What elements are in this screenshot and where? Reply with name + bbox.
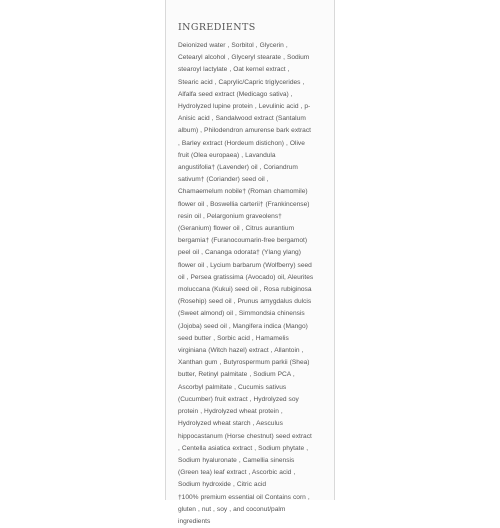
ingredient-line: fruit (Olea europaea) , Lavandula <box>178 151 276 159</box>
ingredient-line: (Geranium) flower oil , Citrus aurantium <box>178 225 295 233</box>
ingredient-line: oil , Persea gratissima (Avocado) oil, Aleurites <box>178 273 314 281</box>
ingredient-line: (Rosehip) seed oil , Prunus amygdalus dulcis <box>178 298 312 306</box>
ingredient-line: Sodium hyaluronate , Camellia sinensis <box>178 456 295 464</box>
ingredient-line: peel oil , Cananga odorata† (Ylang ylang) <box>178 249 301 257</box>
ingredient-line: album) , Philodendron amurense bark extract <box>178 127 311 135</box>
ingredient-line: hippocastanum (Horse chestnut) seed extract <box>178 432 312 440</box>
ingredient-line: flower oil , Boswellia carterii† (Frankincense) <box>178 200 310 208</box>
ingredient-line: sativum† (Coriander) seed oil , <box>178 176 269 184</box>
ingredients-heading: INGREDIENTS <box>178 22 256 33</box>
ingredient-line: (Jojoba) seed oil , Mangifera indica (Mango) <box>178 322 308 330</box>
ingredient-line: Hydrolyzed lupine protein , Levulinic acid , p- <box>178 103 311 111</box>
ingredients-panel <box>165 0 335 525</box>
ingredient-line: (Green tea) leaf extract , Ascorbic acid , <box>178 469 296 477</box>
ingredient-line: ingredients <box>178 517 211 525</box>
ingredient-line: protein , Hydrolyzed wheat protein , <box>178 408 283 416</box>
ingredient-line: Alfalfa seed extract (Medicago sativa) , <box>178 90 293 98</box>
ingredient-line: angustifolia† (Lavender) oil , Coriandrum <box>178 164 298 172</box>
ingredient-line: flower oil , Lycium barbarum (Wolfberry) seed <box>178 261 312 269</box>
ingredient-line: moluccana (Kukui) seed oil , Rosa rubiginosa <box>178 286 312 294</box>
ingredient-line: Deionized water , Sorbitol , Glycerin , <box>178 42 288 49</box>
ingredient-line: Chamaemelum nobile† (Roman chamomile) <box>178 188 308 196</box>
ingredient-line: Ascorbyl palmitate , Cucumis sativus <box>178 383 287 391</box>
ingredient-line: , Centella asiatica extract , Sodium phytate , <box>178 444 309 452</box>
ingredients-list <box>178 40 326 528</box>
ingredient-line: , Barley extract (Hordeum distichon) , Olive <box>178 139 305 147</box>
ingredient-line: Hydrolyzed wheat starch , Aesculus <box>178 420 283 428</box>
ingredient-line: Xanthan gum , Butyrospermum parkii (Shea) <box>178 359 310 367</box>
ingredient-line: gluten , nut , soy , and coconut/palm <box>178 505 286 513</box>
ingredient-line: seed butter , Sorbic acid , Hamamelis <box>178 334 289 342</box>
ingredient-line: Cetearyl alcohol , Glyceryl stearate , Sodium <box>178 54 310 62</box>
ingredient-line: virginiana (Witch hazel) extract , Allantoin , <box>178 347 304 355</box>
ingredient-line: (Sweet almond) oil , Simmondsia chinensis <box>178 310 305 318</box>
ingredient-line: resin oil , Pelargonium graveolens† <box>178 212 282 220</box>
ingredient-line: (Cucumber) fruit extract , Hydrolyzed soy <box>178 395 299 403</box>
ingredient-line: stearoyl lactylate , Oat kernel extract , <box>178 66 290 74</box>
ingredient-line: Anisic acid , Sandalwood extract (Santalum <box>178 115 306 123</box>
ingredient-line: bergamia† (Furanocoumarin-free bergamot) <box>178 237 308 245</box>
ingredient-line: Sodium hydroxide , Citric acid <box>178 481 267 489</box>
ingredient-line: butter, Retinyl palmitate , Sodium PCA , <box>178 371 295 379</box>
ingredient-line: †100% premium essential oil Contains corn , <box>178 493 310 501</box>
ingredient-line: Stearic acid , Caprylic/Capric triglycerides , <box>178 78 305 86</box>
